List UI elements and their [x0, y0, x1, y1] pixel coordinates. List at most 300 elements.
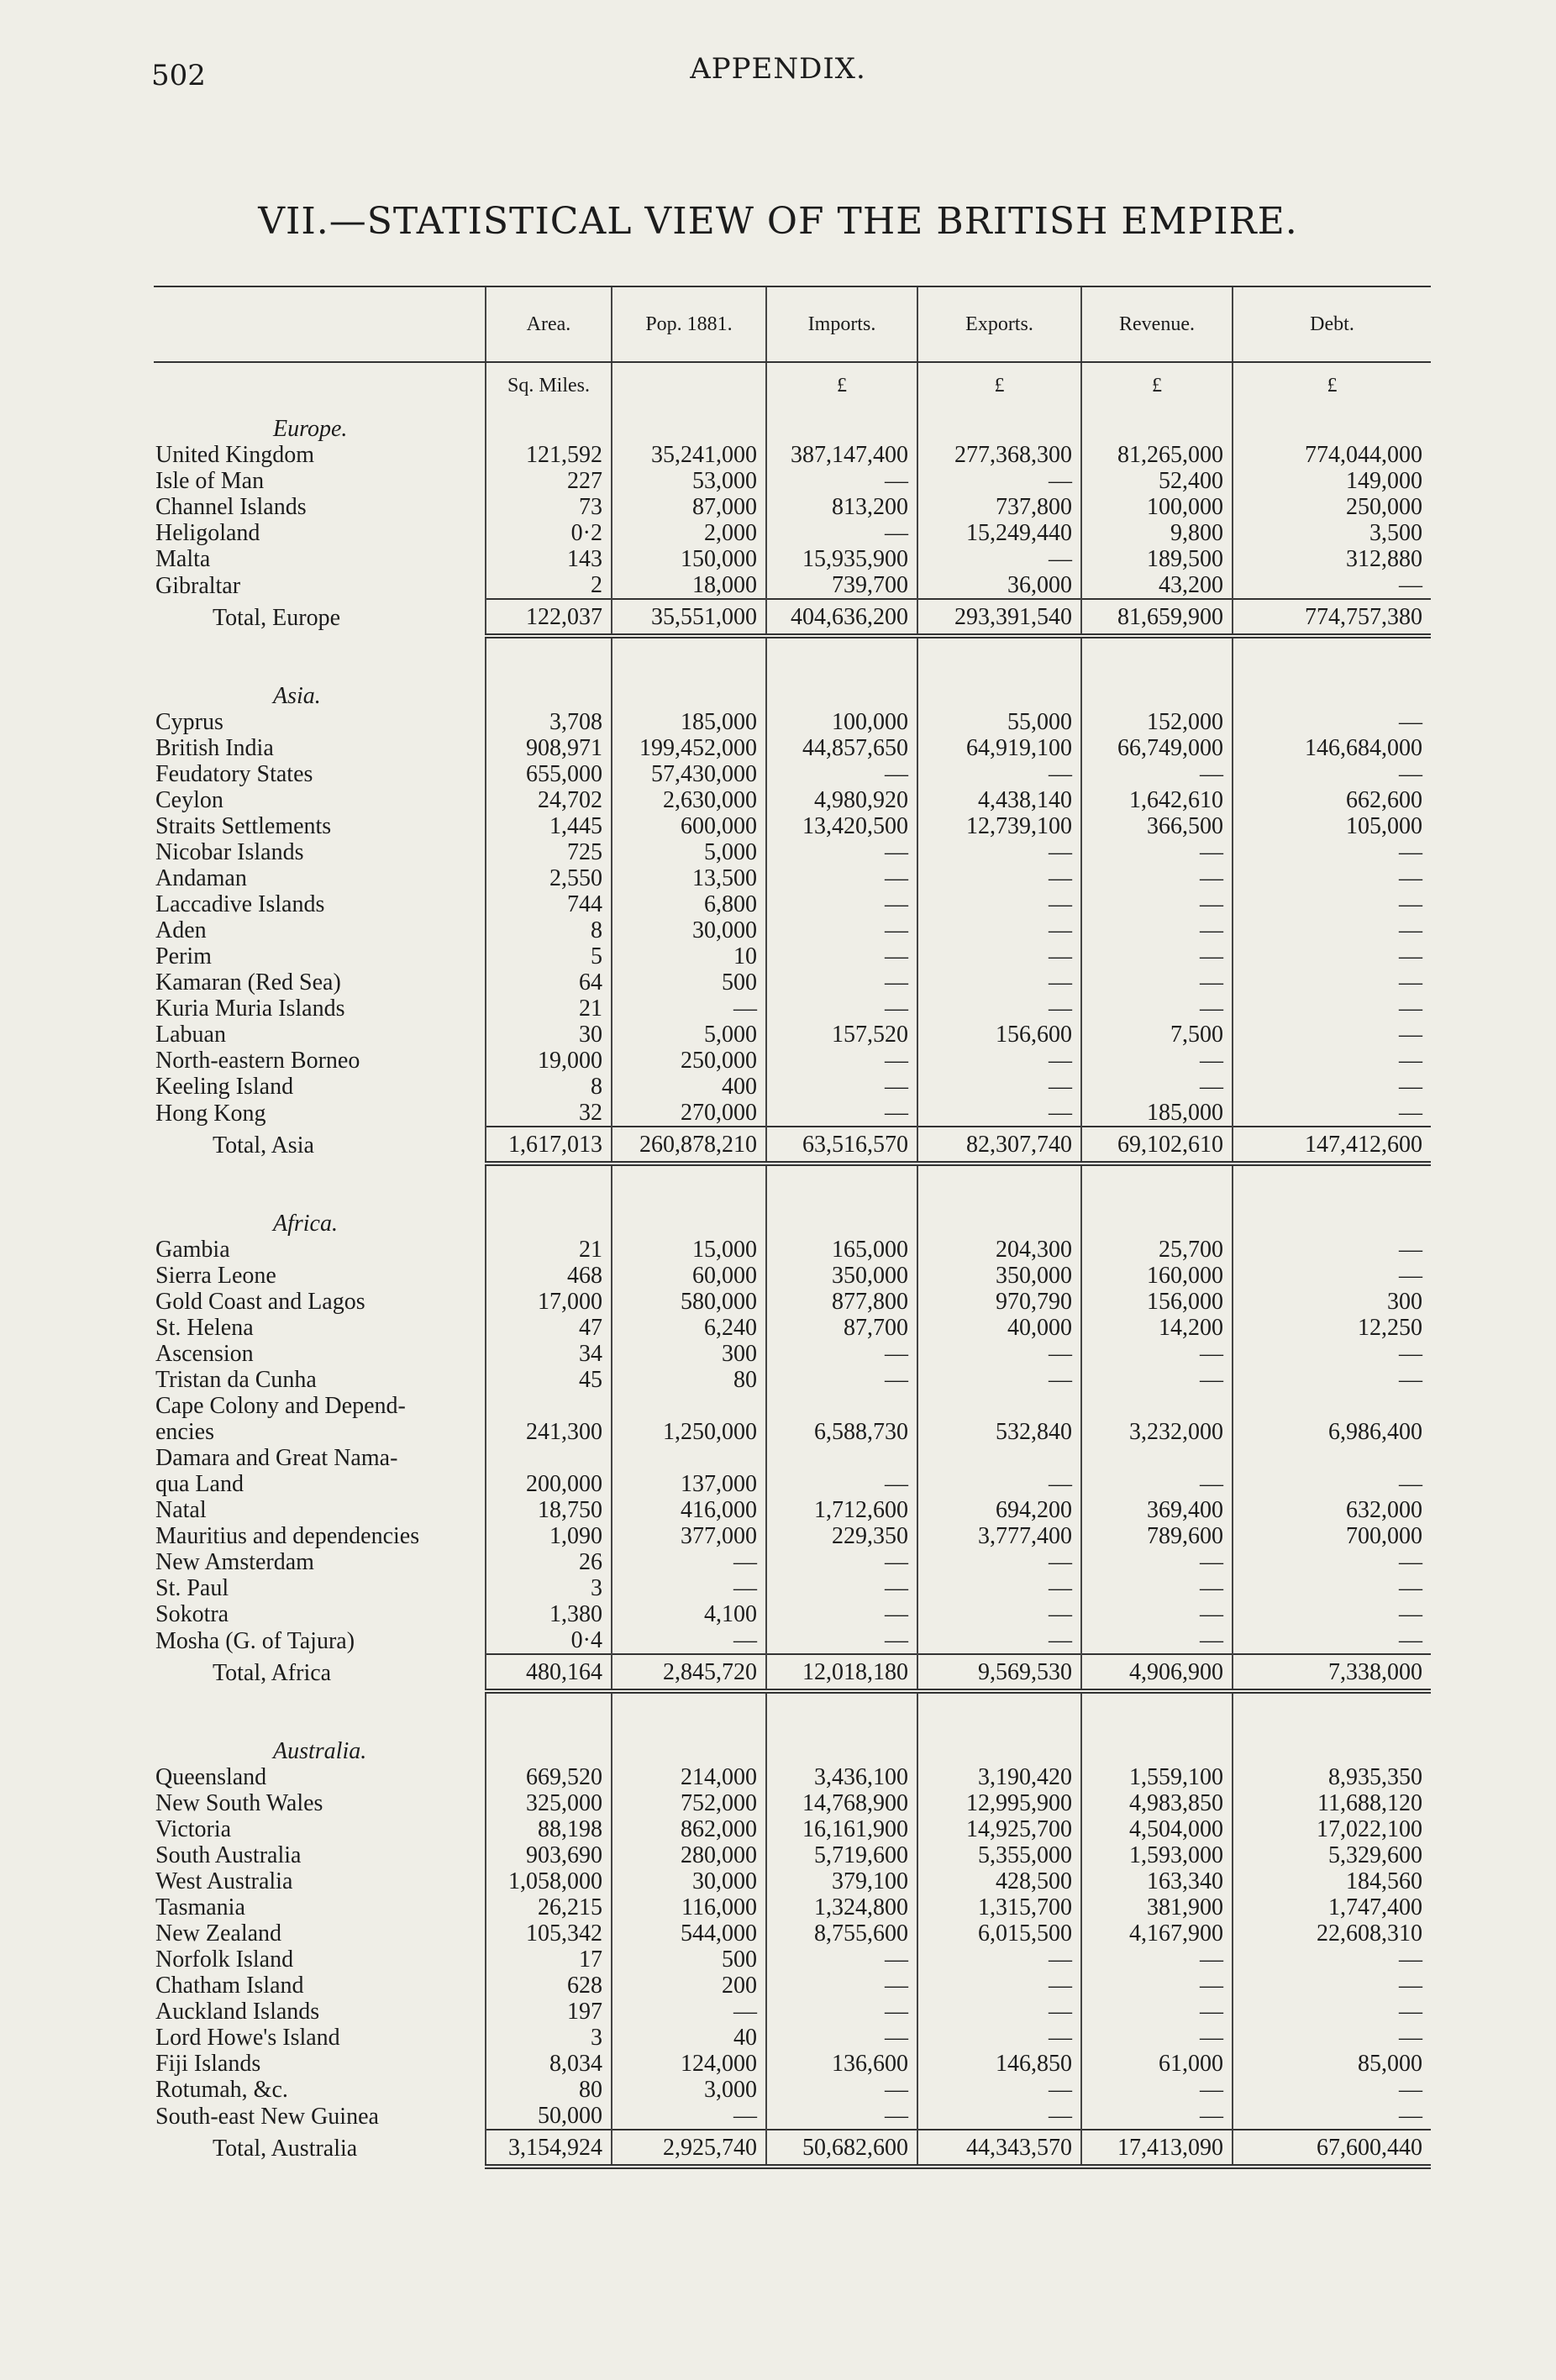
- cell-debt: —: [1233, 969, 1431, 996]
- table-row-wrap: [154, 1393, 1431, 1419]
- cell-population: 15,000: [612, 1237, 766, 1263]
- row-label: Malta: [155, 546, 211, 572]
- cell-exports: 5,355,000: [917, 1842, 1081, 1868]
- row-label: Perim: [155, 943, 212, 969]
- cell-population: 416,000: [612, 1497, 766, 1523]
- row-label: Auckland Islands: [155, 1999, 320, 2025]
- cell-imports: 3,436,100: [766, 1764, 917, 1790]
- table-row-wrap: [154, 1445, 1431, 1471]
- cell-area: 200,000: [486, 1471, 612, 1497]
- cell-area: 1,090: [486, 1523, 612, 1549]
- cell-exports: —: [917, 1048, 1081, 1074]
- spacer-revenue: [1081, 636, 1233, 675]
- cell-area: 908,971: [486, 735, 612, 761]
- row-label: Sierra Leone: [155, 1263, 276, 1289]
- spacer-exports: [917, 1691, 1081, 1731]
- cell-population: 13,500: [612, 865, 766, 891]
- cell-area: 45: [486, 1367, 612, 1393]
- cell-population: 199,452,000: [612, 735, 766, 761]
- cell-population: 270,000: [612, 1100, 766, 1127]
- table-row: [154, 1315, 1431, 1341]
- section-heading: Africa.: [273, 1211, 338, 1237]
- cell-imports: —: [766, 969, 917, 996]
- cell-debt: —: [1233, 761, 1431, 787]
- table-row: [154, 1947, 1431, 1973]
- cell-population: 30,000: [612, 917, 766, 943]
- cell-revenue: 4,983,850: [1081, 1790, 1233, 1816]
- cell-population: 280,000: [612, 1842, 766, 1868]
- spacer-exports: [917, 636, 1081, 675]
- total-debt: 774,757,380: [1233, 599, 1431, 636]
- cell-area: 21: [486, 1237, 612, 1263]
- cell-debt: —: [1233, 1601, 1431, 1627]
- cell-imports: 15,935,900: [766, 546, 917, 572]
- cell-population: 35,241,000: [612, 442, 766, 468]
- cell-area: 3: [486, 2025, 612, 2051]
- cell-imports: 387,147,400: [766, 442, 917, 468]
- cell-revenue: 43,200: [1081, 572, 1233, 599]
- total-row: [154, 1127, 1431, 1164]
- cell-debt: —: [1233, 1947, 1431, 1973]
- cell-imports: 157,520: [766, 1022, 917, 1048]
- header-revenue: Revenue.: [1081, 287, 1233, 362]
- cell-area: 8: [486, 1074, 612, 1100]
- table-row: [154, 969, 1431, 996]
- total-imports: 63,516,570: [766, 1127, 917, 1164]
- table-row: [154, 1601, 1431, 1627]
- cell-exports: —: [917, 1471, 1081, 1497]
- cell-area: 2,550: [486, 865, 612, 891]
- cell-population: 5,000: [612, 1022, 766, 1048]
- cell-area: 628: [486, 1973, 612, 1999]
- table-row: [154, 1048, 1431, 1074]
- cell-debt: —: [1233, 996, 1431, 1022]
- header-row: [154, 287, 1431, 362]
- cell-area: 8: [486, 917, 612, 943]
- cell-population: —: [612, 1575, 766, 1601]
- cell-debt: 300: [1233, 1289, 1431, 1315]
- cell-exports: —: [917, 1367, 1081, 1393]
- table-row: [154, 1419, 1431, 1445]
- cell-area: 143: [486, 546, 612, 572]
- row-label: Ascension: [155, 1341, 254, 1367]
- section-exports-cell: [917, 675, 1081, 709]
- cell-revenue: —: [1081, 1074, 1233, 1100]
- page-number: 502: [151, 59, 206, 92]
- cell-imports: —: [766, 1575, 917, 1601]
- cell-revenue: —: [1081, 1947, 1233, 1973]
- cell-imports: —: [766, 839, 917, 865]
- cell-exports: 3,777,400: [917, 1523, 1081, 1549]
- table-row: [154, 1074, 1431, 1100]
- cell-area: 1,380: [486, 1601, 612, 1627]
- spacer-cell: [154, 636, 486, 675]
- cell-imports: 14,768,900: [766, 1790, 917, 1816]
- cell-debt: —: [1233, 1263, 1431, 1289]
- cell-debt: 85,000: [1233, 2051, 1431, 2077]
- spacer-area: [486, 1164, 612, 1203]
- row-label: South-east New Guinea: [155, 2103, 379, 2130]
- section-revenue-cell: [1081, 1731, 1233, 1764]
- total-revenue: 17,413,090: [1081, 2130, 1233, 2167]
- row-label-line1: Cape Colony and Depend-: [155, 1393, 406, 1419]
- spacer-revenue: [1081, 1691, 1233, 1731]
- cell-debt: 184,560: [1233, 1868, 1431, 1894]
- cell-population: —: [612, 1999, 766, 2025]
- cell-area: 105,342: [486, 1920, 612, 1947]
- cell-area: 88,198: [486, 1816, 612, 1842]
- row-label: Mosha (G. of Tajura): [155, 1627, 355, 1654]
- cell-revenue: —: [1081, 839, 1233, 865]
- cell-exports: 36,000: [917, 572, 1081, 599]
- cell-debt: 632,000: [1233, 1497, 1431, 1523]
- cell-imports: —: [766, 1100, 917, 1127]
- cell-debt: —: [1233, 943, 1431, 969]
- row-label: Queensland: [155, 1764, 267, 1790]
- cell-imports: —: [766, 1627, 917, 1654]
- cell-area: 2: [486, 572, 612, 599]
- row-label: Isle of Man: [155, 468, 265, 494]
- cell-area: 468: [486, 1263, 612, 1289]
- cell-area: 50,000: [486, 2103, 612, 2130]
- cell-imports: 136,600: [766, 2051, 917, 2077]
- row-label: United Kingdom: [155, 442, 314, 468]
- cell-revenue: 3,232,000: [1081, 1419, 1233, 1445]
- cell-area: 47: [486, 1315, 612, 1341]
- row-label: Kamaran (Red Sea): [155, 969, 341, 996]
- header-debt: Debt.: [1233, 287, 1431, 362]
- cell-population: —: [612, 2103, 766, 2130]
- spacer-debt: [1233, 636, 1431, 675]
- table-row: [154, 2025, 1431, 2051]
- cell-debt: —: [1233, 1999, 1431, 2025]
- cell-exports: 204,300: [917, 1237, 1081, 1263]
- row-label: qua Land: [155, 1471, 244, 1497]
- row-label: Natal: [155, 1497, 207, 1523]
- cell-imports: 877,800: [766, 1289, 917, 1315]
- total-exports: 44,343,570: [917, 2130, 1081, 2167]
- cell-exports: —: [917, 1601, 1081, 1627]
- table-row: [154, 1575, 1431, 1601]
- cell-exports: 14,925,700: [917, 1816, 1081, 1842]
- table-row: [154, 468, 1431, 494]
- cell-area: 64: [486, 969, 612, 996]
- row-label: St. Helena: [155, 1315, 254, 1341]
- cell-area: 3: [486, 1575, 612, 1601]
- cell-population: 2,000: [612, 520, 766, 546]
- cell-debt: 774,044,000: [1233, 442, 1431, 468]
- section-imports-cell: [766, 408, 917, 442]
- cell-debt: —: [1233, 1575, 1431, 1601]
- cell-revenue: 1,559,100: [1081, 1764, 1233, 1790]
- cell-debt: 11,688,120: [1233, 1790, 1431, 1816]
- cell-area: 18,750: [486, 1497, 612, 1523]
- cell-population: 53,000: [612, 468, 766, 494]
- row-label: Gibraltar: [155, 572, 241, 599]
- cell-revenue: [1081, 1393, 1233, 1419]
- cell-debt: 700,000: [1233, 1523, 1431, 1549]
- table-row: [154, 1237, 1431, 1263]
- cell-debt: 12,250: [1233, 1315, 1431, 1341]
- table-row: [154, 1471, 1431, 1497]
- cell-revenue: 163,340: [1081, 1868, 1233, 1894]
- row-label: Ceylon: [155, 787, 223, 813]
- cell-area: 26: [486, 1549, 612, 1575]
- cell-debt: —: [1233, 1973, 1431, 1999]
- total-area: 122,037: [486, 599, 612, 636]
- section-exports-cell: [917, 1731, 1081, 1764]
- cell-area: 26,215: [486, 1894, 612, 1920]
- total-label: Total, Africa: [213, 1659, 332, 1686]
- cell-area: 32: [486, 1100, 612, 1127]
- cell-imports: 8,755,600: [766, 1920, 917, 1947]
- total-revenue: 81,659,900: [1081, 599, 1233, 636]
- header-population: Pop. 1881.: [612, 287, 766, 362]
- cell-exports: —: [917, 996, 1081, 1022]
- cell-revenue: 160,000: [1081, 1263, 1233, 1289]
- cell-population: 30,000: [612, 1868, 766, 1894]
- table-row: [154, 1816, 1431, 1842]
- cell-population: 300: [612, 1341, 766, 1367]
- cell-area: 34: [486, 1341, 612, 1367]
- cell-debt: 8,935,350: [1233, 1764, 1431, 1790]
- cell-population: 80: [612, 1367, 766, 1393]
- cell-debt: 662,600: [1233, 787, 1431, 813]
- row-label: Mauritius and dependencies: [155, 1523, 420, 1549]
- cell-imports: 44,857,650: [766, 735, 917, 761]
- cell-debt: 5,329,600: [1233, 1842, 1431, 1868]
- row-label: Andaman: [155, 865, 247, 891]
- total-debt: 147,412,600: [1233, 1127, 1431, 1164]
- cell-population: 124,000: [612, 2051, 766, 2077]
- cell-debt: 17,022,100: [1233, 1816, 1431, 1842]
- row-label: Hong Kong: [155, 1100, 266, 1127]
- cell-population: 18,000: [612, 572, 766, 599]
- cell-revenue: 4,504,000: [1081, 1816, 1233, 1842]
- cell-revenue: 1,642,610: [1081, 787, 1233, 813]
- header-name: [154, 287, 486, 362]
- cell-debt: —: [1233, 2103, 1431, 2130]
- cell-revenue: 381,900: [1081, 1894, 1233, 1920]
- cell-exports: —: [917, 761, 1081, 787]
- cell-debt: 1,747,400: [1233, 1894, 1431, 1920]
- cell-revenue: 52,400: [1081, 468, 1233, 494]
- cell-debt: —: [1233, 1237, 1431, 1263]
- row-label: Rotumah, &c.: [155, 2077, 288, 2103]
- cell-debt: 312,880: [1233, 546, 1431, 572]
- cell-exports: —: [917, 969, 1081, 996]
- cell-exports: 12,739,100: [917, 813, 1081, 839]
- table-row: [154, 1999, 1431, 2025]
- section-heading: Europe.: [273, 416, 348, 442]
- cell-area: 17,000: [486, 1289, 612, 1315]
- cell-revenue: [1081, 1445, 1233, 1471]
- header-exports: Exports.: [917, 287, 1081, 362]
- cell-population: 500: [612, 969, 766, 996]
- row-label: Sokotra: [155, 1601, 229, 1627]
- cell-imports: —: [766, 468, 917, 494]
- cell-exports: —: [917, 917, 1081, 943]
- total-label: Total, Asia: [213, 1132, 314, 1158]
- row-label: Tasmania: [155, 1894, 245, 1920]
- cell-area: 227: [486, 468, 612, 494]
- spacer-cell: [154, 1164, 486, 1203]
- cell-area: 669,520: [486, 1764, 612, 1790]
- table-row: [154, 996, 1431, 1022]
- cell-revenue: 25,700: [1081, 1237, 1233, 1263]
- row-label: Channel Islands: [155, 494, 307, 520]
- table-row: [154, 1842, 1431, 1868]
- row-label: West Australia: [155, 1868, 293, 1894]
- section-imports-cell: [766, 1731, 917, 1764]
- cell-exports: —: [917, 1341, 1081, 1367]
- cell-debt: —: [1233, 1100, 1431, 1127]
- total-exports: 293,391,540: [917, 599, 1081, 636]
- cell-revenue: —: [1081, 1048, 1233, 1074]
- cell-area: [486, 1445, 612, 1471]
- table-row: [154, 494, 1431, 520]
- spacer-exports: [917, 1164, 1081, 1203]
- total-row: [154, 2130, 1431, 2167]
- cell-population: 377,000: [612, 1523, 766, 1549]
- cell-revenue: —: [1081, 1601, 1233, 1627]
- spacer-debt: [1233, 1691, 1431, 1731]
- total-row: [154, 1654, 1431, 1691]
- cell-exports: —: [917, 1947, 1081, 1973]
- cell-revenue: —: [1081, 2103, 1233, 2130]
- row-label: Aden: [155, 917, 207, 943]
- cell-imports: 739,700: [766, 572, 917, 599]
- cell-exports: 428,500: [917, 1868, 1081, 1894]
- cell-imports: 350,000: [766, 1263, 917, 1289]
- cell-imports: —: [766, 1973, 917, 1999]
- table-row: [154, 1973, 1431, 1999]
- cell-revenue: —: [1081, 1575, 1233, 1601]
- total-population: 2,925,740: [612, 2130, 766, 2167]
- cell-population: 6,240: [612, 1315, 766, 1341]
- table-row: [154, 546, 1431, 572]
- section-heading-row: [154, 408, 1431, 442]
- total-revenue: 69,102,610: [1081, 1127, 1233, 1164]
- cell-population: —: [612, 1627, 766, 1654]
- cell-revenue: —: [1081, 2077, 1233, 2103]
- cell-exports: —: [917, 2025, 1081, 2051]
- table-row: [154, 1790, 1431, 1816]
- cell-debt: 22,608,310: [1233, 1920, 1431, 1947]
- cell-debt: 105,000: [1233, 813, 1431, 839]
- cell-imports: —: [766, 1999, 917, 2025]
- cell-revenue: —: [1081, 917, 1233, 943]
- cell-imports: —: [766, 1074, 917, 1100]
- row-label: Nicobar Islands: [155, 839, 304, 865]
- cell-revenue: 156,000: [1081, 1289, 1233, 1315]
- cell-population: 214,000: [612, 1764, 766, 1790]
- cell-exports: 970,790: [917, 1289, 1081, 1315]
- cell-area: 241,300: [486, 1419, 612, 1445]
- row-label: Kuria Muria Islands: [155, 996, 345, 1022]
- cell-population: 2,630,000: [612, 787, 766, 813]
- total-area: 480,164: [486, 1654, 612, 1691]
- cell-imports: 87,700: [766, 1315, 917, 1341]
- row-label: Laccadive Islands: [155, 891, 325, 917]
- cell-revenue: 7,500: [1081, 1022, 1233, 1048]
- cell-debt: —: [1233, 1048, 1431, 1074]
- cell-imports: —: [766, 1367, 917, 1393]
- row-label: North-eastern Borneo: [155, 1048, 360, 1074]
- cell-exports: —: [917, 1627, 1081, 1654]
- cell-population: [612, 1393, 766, 1419]
- cell-debt: —: [1233, 917, 1431, 943]
- cell-exports: 6,015,500: [917, 1920, 1081, 1947]
- cell-exports: [917, 1393, 1081, 1419]
- cell-exports: 40,000: [917, 1315, 1081, 1341]
- cell-area: 903,690: [486, 1842, 612, 1868]
- total-row: [154, 599, 1431, 636]
- total-population: 2,845,720: [612, 1654, 766, 1691]
- cell-revenue: —: [1081, 1999, 1233, 2025]
- cell-exports: 4,438,140: [917, 787, 1081, 813]
- cell-exports: —: [917, 839, 1081, 865]
- cell-revenue: 61,000: [1081, 2051, 1233, 2077]
- row-label: New Amsterdam: [155, 1549, 314, 1575]
- cell-population: 600,000: [612, 813, 766, 839]
- section-revenue-cell: [1081, 675, 1233, 709]
- cell-debt: —: [1233, 1074, 1431, 1100]
- cell-revenue: 185,000: [1081, 1100, 1233, 1127]
- unit-revenue: £: [1081, 362, 1233, 408]
- cell-revenue: 369,400: [1081, 1497, 1233, 1523]
- cell-exports: —: [917, 1973, 1081, 1999]
- cell-population: 40: [612, 2025, 766, 2051]
- table-body: [154, 362, 1431, 2167]
- row-label: Lord Howe's Island: [155, 2025, 340, 2051]
- section-population-cell: [612, 675, 766, 709]
- table-row: [154, 839, 1431, 865]
- cell-revenue: —: [1081, 1973, 1233, 1999]
- header-area: Area.: [486, 287, 612, 362]
- cell-revenue: 152,000: [1081, 709, 1233, 735]
- spacer-cell: [154, 1691, 486, 1731]
- unit-population: [612, 362, 766, 408]
- cell-imports: —: [766, 865, 917, 891]
- cell-imports: —: [766, 520, 917, 546]
- cell-population: 10: [612, 943, 766, 969]
- row-label: Keeling Island: [155, 1074, 294, 1100]
- table-row: [154, 442, 1431, 468]
- total-revenue: 4,906,900: [1081, 1654, 1233, 1691]
- cell-debt: 149,000: [1233, 468, 1431, 494]
- total-label: Total, Europe: [213, 604, 340, 631]
- table-row: [154, 1627, 1431, 1654]
- cell-exports: —: [917, 865, 1081, 891]
- table-row: [154, 1764, 1431, 1790]
- cell-population: 6,800: [612, 891, 766, 917]
- cell-population: 500: [612, 1947, 766, 1973]
- cell-population: 862,000: [612, 1816, 766, 1842]
- table-row: [154, 1263, 1431, 1289]
- cell-debt: —: [1233, 839, 1431, 865]
- table-row: [154, 709, 1431, 735]
- cell-population: [612, 1445, 766, 1471]
- total-imports: 50,682,600: [766, 2130, 917, 2167]
- cell-revenue: —: [1081, 943, 1233, 969]
- total-label: Total, Australia: [213, 2135, 358, 2162]
- cell-exports: 15,249,440: [917, 520, 1081, 546]
- section-population-cell: [612, 408, 766, 442]
- cell-exports: 156,600: [917, 1022, 1081, 1048]
- cell-population: 3,000: [612, 2077, 766, 2103]
- cell-revenue: 189,500: [1081, 546, 1233, 572]
